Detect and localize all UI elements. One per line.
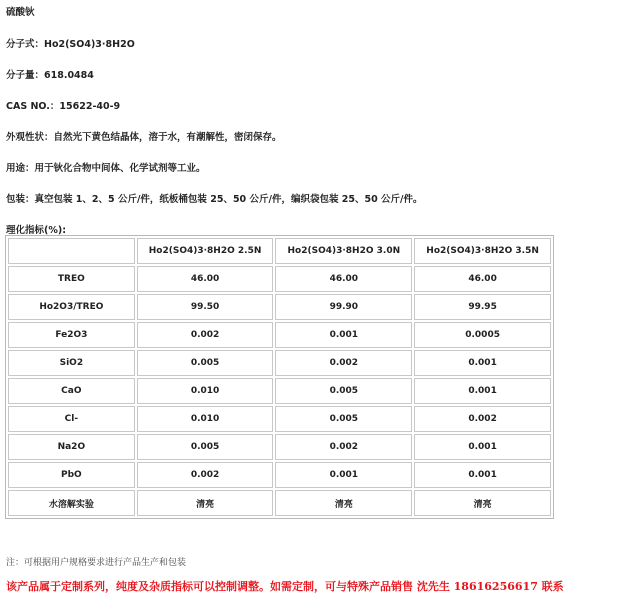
header-cell: Ho2(SO4)3·8H2O 2.5N	[137, 238, 274, 264]
row-label: Ho2O3/TREO	[8, 294, 135, 320]
table-cell: 46.00	[275, 266, 412, 292]
table-cell: 99.95	[414, 294, 551, 320]
table-cell: 46.00	[137, 266, 274, 292]
spec-table	[5, 235, 554, 519]
row-label: TREO	[8, 266, 135, 292]
table-cell: 99.90	[275, 294, 412, 320]
table-row	[8, 294, 551, 320]
table-cell: 0.001	[275, 462, 412, 488]
table-cell: 0.005	[137, 434, 274, 460]
row-label: 水溶解实验	[8, 490, 135, 516]
table-cell: 0.005	[137, 350, 274, 376]
header-cell: Ho2(SO4)3·8H2O 3.0N	[275, 238, 412, 264]
table-row	[8, 266, 551, 292]
cas-number: CAS NO.：15622-40-9	[6, 101, 121, 112]
custom-order-notice: 该产品属于定制系列，纯度及杂质指标可以控制调整。如需定制，可与特殊产品销售 沈先生 18616256617 联系	[6, 580, 564, 593]
table-row	[8, 322, 551, 348]
table-cell: 0.001	[414, 434, 551, 460]
product-name: 硫酸钬	[6, 7, 35, 18]
header-cell: Ho2(SO4)3·8H2O 3.5N	[414, 238, 551, 264]
row-label: CaO	[8, 378, 135, 404]
spec-title: 理化指标(%):	[6, 225, 67, 236]
table-row	[8, 350, 551, 376]
table-cell: 0.002	[137, 322, 274, 348]
table-cell: 0.002	[275, 350, 412, 376]
packaging-text: 包装：真空包装 1、2、5 公斤/件，纸板桶包装 25、50 公斤/件，编织袋包装 25、50 公斤/件。	[6, 194, 423, 205]
table-row	[8, 434, 551, 460]
table-cell: 0.002	[275, 434, 412, 460]
table-cell: 0.002	[414, 406, 551, 432]
table-cell: 0.001	[414, 462, 551, 488]
molecular-weight: 分子量：618.0484	[6, 70, 94, 81]
row-label: Na2O	[8, 434, 135, 460]
table-row	[8, 406, 551, 432]
table-cell: 0.002	[137, 462, 274, 488]
header-cell	[8, 238, 135, 264]
table-cell: 清亮	[414, 490, 551, 516]
table-cell: 46.00	[414, 266, 551, 292]
table-cell: 0.001	[414, 350, 551, 376]
table-cell: 0.001	[275, 322, 412, 348]
table-cell: 0.0005	[414, 322, 551, 348]
table-header-row	[8, 238, 551, 264]
usage-text: 用途：用于钬化合物中间体、化学试剂等工业。	[6, 163, 206, 174]
table-row	[8, 490, 551, 516]
table-row	[8, 462, 551, 488]
table-cell: 0.001	[414, 378, 551, 404]
molecular-formula: 分子式：Ho2(SO4)3·8H2O	[6, 39, 135, 50]
appearance-text: 外观性状：自然光下黄色结晶体，溶于水，有潮解性，密闭保存。	[6, 132, 282, 143]
table-cell: 0.005	[275, 378, 412, 404]
table-cell: 99.50	[137, 294, 274, 320]
table-row	[8, 378, 551, 404]
table-cell: 清亮	[137, 490, 274, 516]
row-label: PbO	[8, 462, 135, 488]
table-cell: 0.010	[137, 406, 274, 432]
row-label: Cl-	[8, 406, 135, 432]
table-cell: 0.005	[275, 406, 412, 432]
table-cell: 0.010	[137, 378, 274, 404]
row-label: Fe2O3	[8, 322, 135, 348]
footnote: 注：可根据用户规格要求进行产品生产和包装	[6, 558, 187, 568]
row-label: SiO2	[8, 350, 135, 376]
table-cell: 清亮	[275, 490, 412, 516]
